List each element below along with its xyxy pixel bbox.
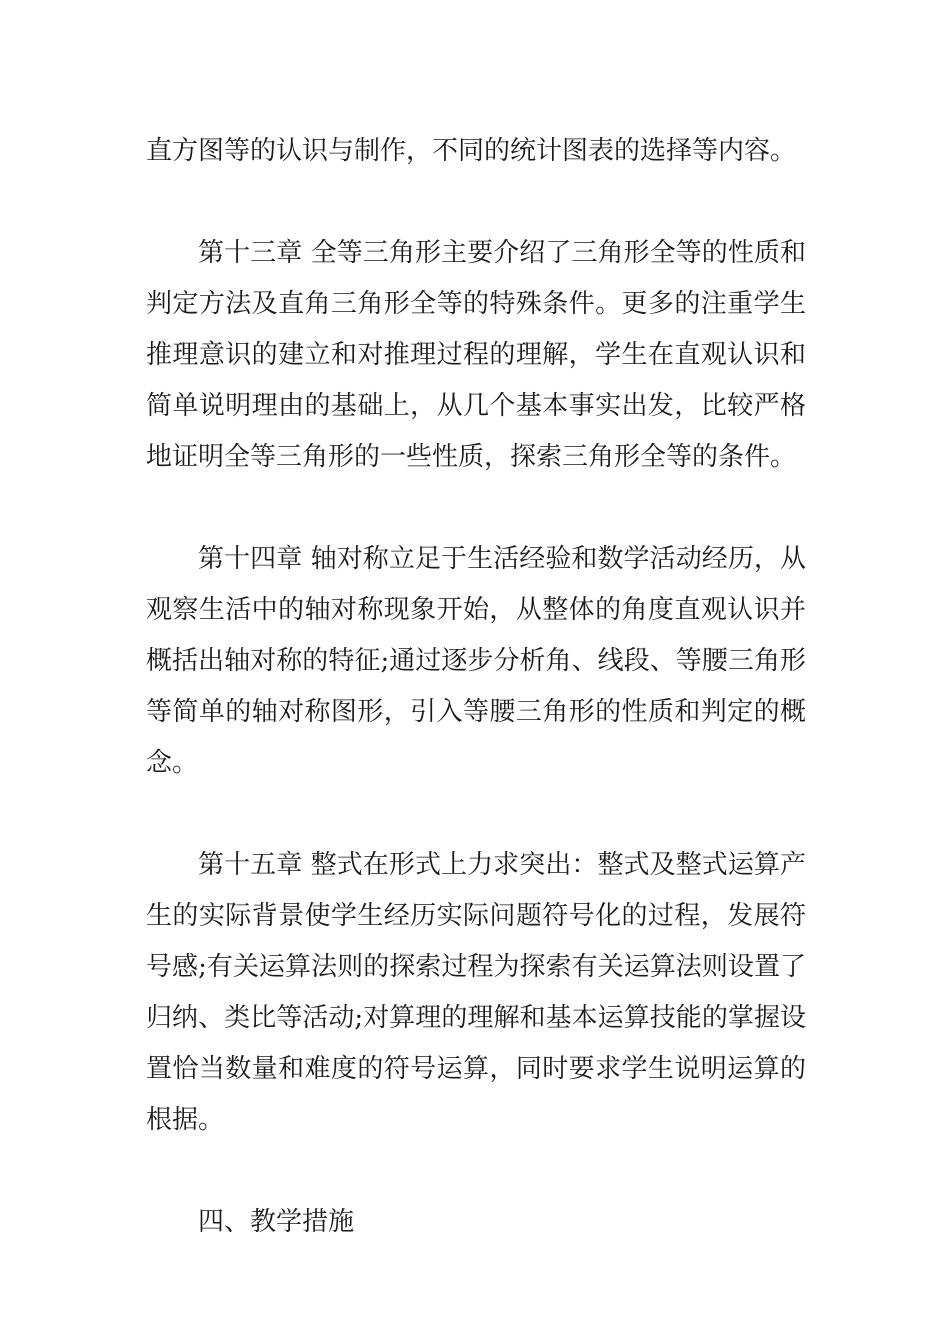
text-line: 观察生活中的轴对称现象开始，从整体的角度直观认识并 [146, 595, 806, 625]
text-line: 地证明全等三角形的一些性质，探索三角形全等的条件。 [146, 442, 797, 472]
text-line: 第十三章 全等三角形主要介绍了三角形全等的性质和 [198, 238, 806, 268]
text-line: 第十四章 轴对称立足于生活经验和数学活动经历，从 [198, 544, 806, 574]
text-line: 等简单的轴对称图形，引入等腰三角形的性质和判定的概 [146, 697, 806, 727]
text-line: 号感;有关运算法则的探索过程为探索有关运算法则设置了 [146, 952, 806, 982]
paragraph-continuation [146, 126, 806, 177]
text-line: 简单说明理由的基础上，从几个基本事实出发，比较严格 [146, 391, 806, 421]
document-body [146, 126, 806, 1248]
text-line: 根据。 [146, 1105, 225, 1135]
text-line: 生的实际背景使学生经历实际问题符号化的过程，发展符 [146, 901, 806, 931]
text-line: 推理意识的建立和对推理过程的理解，学生在直观认识和 [146, 340, 806, 370]
text-line: 念。 [146, 748, 199, 778]
paragraph-chapter-14 [146, 534, 806, 789]
section-heading: 四、教学措施 [198, 1207, 355, 1237]
text-line: 置恰当数量和难度的符号运算，同时要求学生说明运算的 [146, 1054, 806, 1084]
paragraph-chapter-13 [146, 228, 806, 483]
text-line: 第十五章 整式在形式上力求突出：整式及整式运算产 [198, 850, 806, 880]
paragraph-chapter-15 [146, 840, 806, 1146]
text-line: 归纳、类比等活动;对算理的理解和基本运算技能的掌握设 [146, 1003, 806, 1033]
text-line: 概括出轴对称的特征;通过逐步分析角、线段、等腰三角形 [146, 646, 806, 676]
text-line: 直方图等的认识与制作，不同的统计图表的选择等内容。 [146, 136, 797, 166]
text-line: 判定方法及直角三角形全等的特殊条件。更多的注重学生 [146, 289, 806, 319]
